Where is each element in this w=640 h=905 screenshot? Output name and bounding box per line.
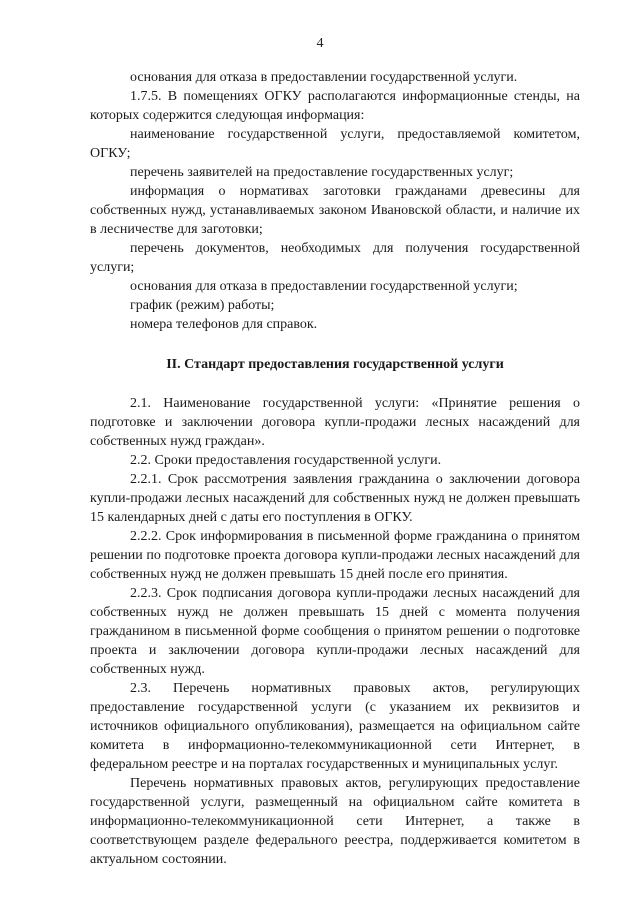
paragraph: основания для отказа в предоставлении государственной услуги; xyxy=(130,279,518,294)
paragraph: перечень заявителей на предоставление государственных услуг; xyxy=(130,165,514,180)
paragraph: перечень документов, необходимых для получения государственной услуги; xyxy=(90,241,580,275)
paragraph: 2.2.2. Срок информирования в письменной форме гражданина о принятом решении по подготовке проекта договора купли-продажи лесных насаждений для собственных нужд не должен превышать 15 дней после его принятия. xyxy=(90,529,580,582)
paragraph: информация о нормативах заготовки гражданами древесины для собственных нужд, устанавливаемых законом Ивановской области, и наличие их в лесничестве для заготовки; xyxy=(90,184,580,237)
paragraph: 2.2. Сроки предоставления государственной услуги. xyxy=(130,453,442,468)
document-body xyxy=(90,68,580,869)
page-number: 4 xyxy=(316,36,324,51)
paragraph: 1.7.5. В помещениях ОГКУ располагаются информационные стенды, на которых содержится следующая информация: xyxy=(90,89,580,123)
paragraph: Перечень нормативных правовых актов, регулирующих предоставление государственной услуги, размещенный на официальном сайте комитета в информационно-телекоммуникационной сети Интернет, а также в соответствующем разделе федерального реестра, поддерживается комитетом в актуальном состоянии. xyxy=(90,776,580,867)
paragraph: 2.2.1. Срок рассмотрения заявления гражданина о заключении договора купли-продажи лесных насаждений для собственных нужд не должен превышать 15 календарных дней с даты его поступления в ОГКУ. xyxy=(90,472,580,525)
paragraph: номера телефонов для справок. xyxy=(130,317,318,332)
paragraph: 2.2.3. Срок подписания договора купли-продажи лесных насаждений для собственных нужд не должен превышать 15 дней с момента получения гражданином в письменной форме сообщения о принятом решении о подготовке проекта и заключении договора купли-продажи лесных насаждений для собственных нужд. xyxy=(90,586,580,677)
section-heading: II. Стандарт предоставления государственной услуги xyxy=(166,357,504,372)
paragraph: наименование государственной услуги, предоставляемой комитетом, ОГКУ; xyxy=(90,127,580,161)
paragraph: 2.3. Перечень нормативных правовых актов, регулирующих предоставление государственной услуги (с указанием их реквизитов и источников официального опубликования), размещается на официальном сайте комитета в информационно-телекоммуникационной сети Интернет, в федеральном реестре и на порталах государственных и муниципальных услуг. xyxy=(90,681,580,772)
paragraph: основания для отказа в предоставлении государственной услуги. xyxy=(130,70,518,85)
paragraph: 2.1. Наименование государственной услуги: «Принятие решения о подготовке и заключении договора купли-продажи лесных насаждений для собственных нужд граждан». xyxy=(90,396,580,449)
paragraph: график (режим) работы; xyxy=(130,298,275,313)
